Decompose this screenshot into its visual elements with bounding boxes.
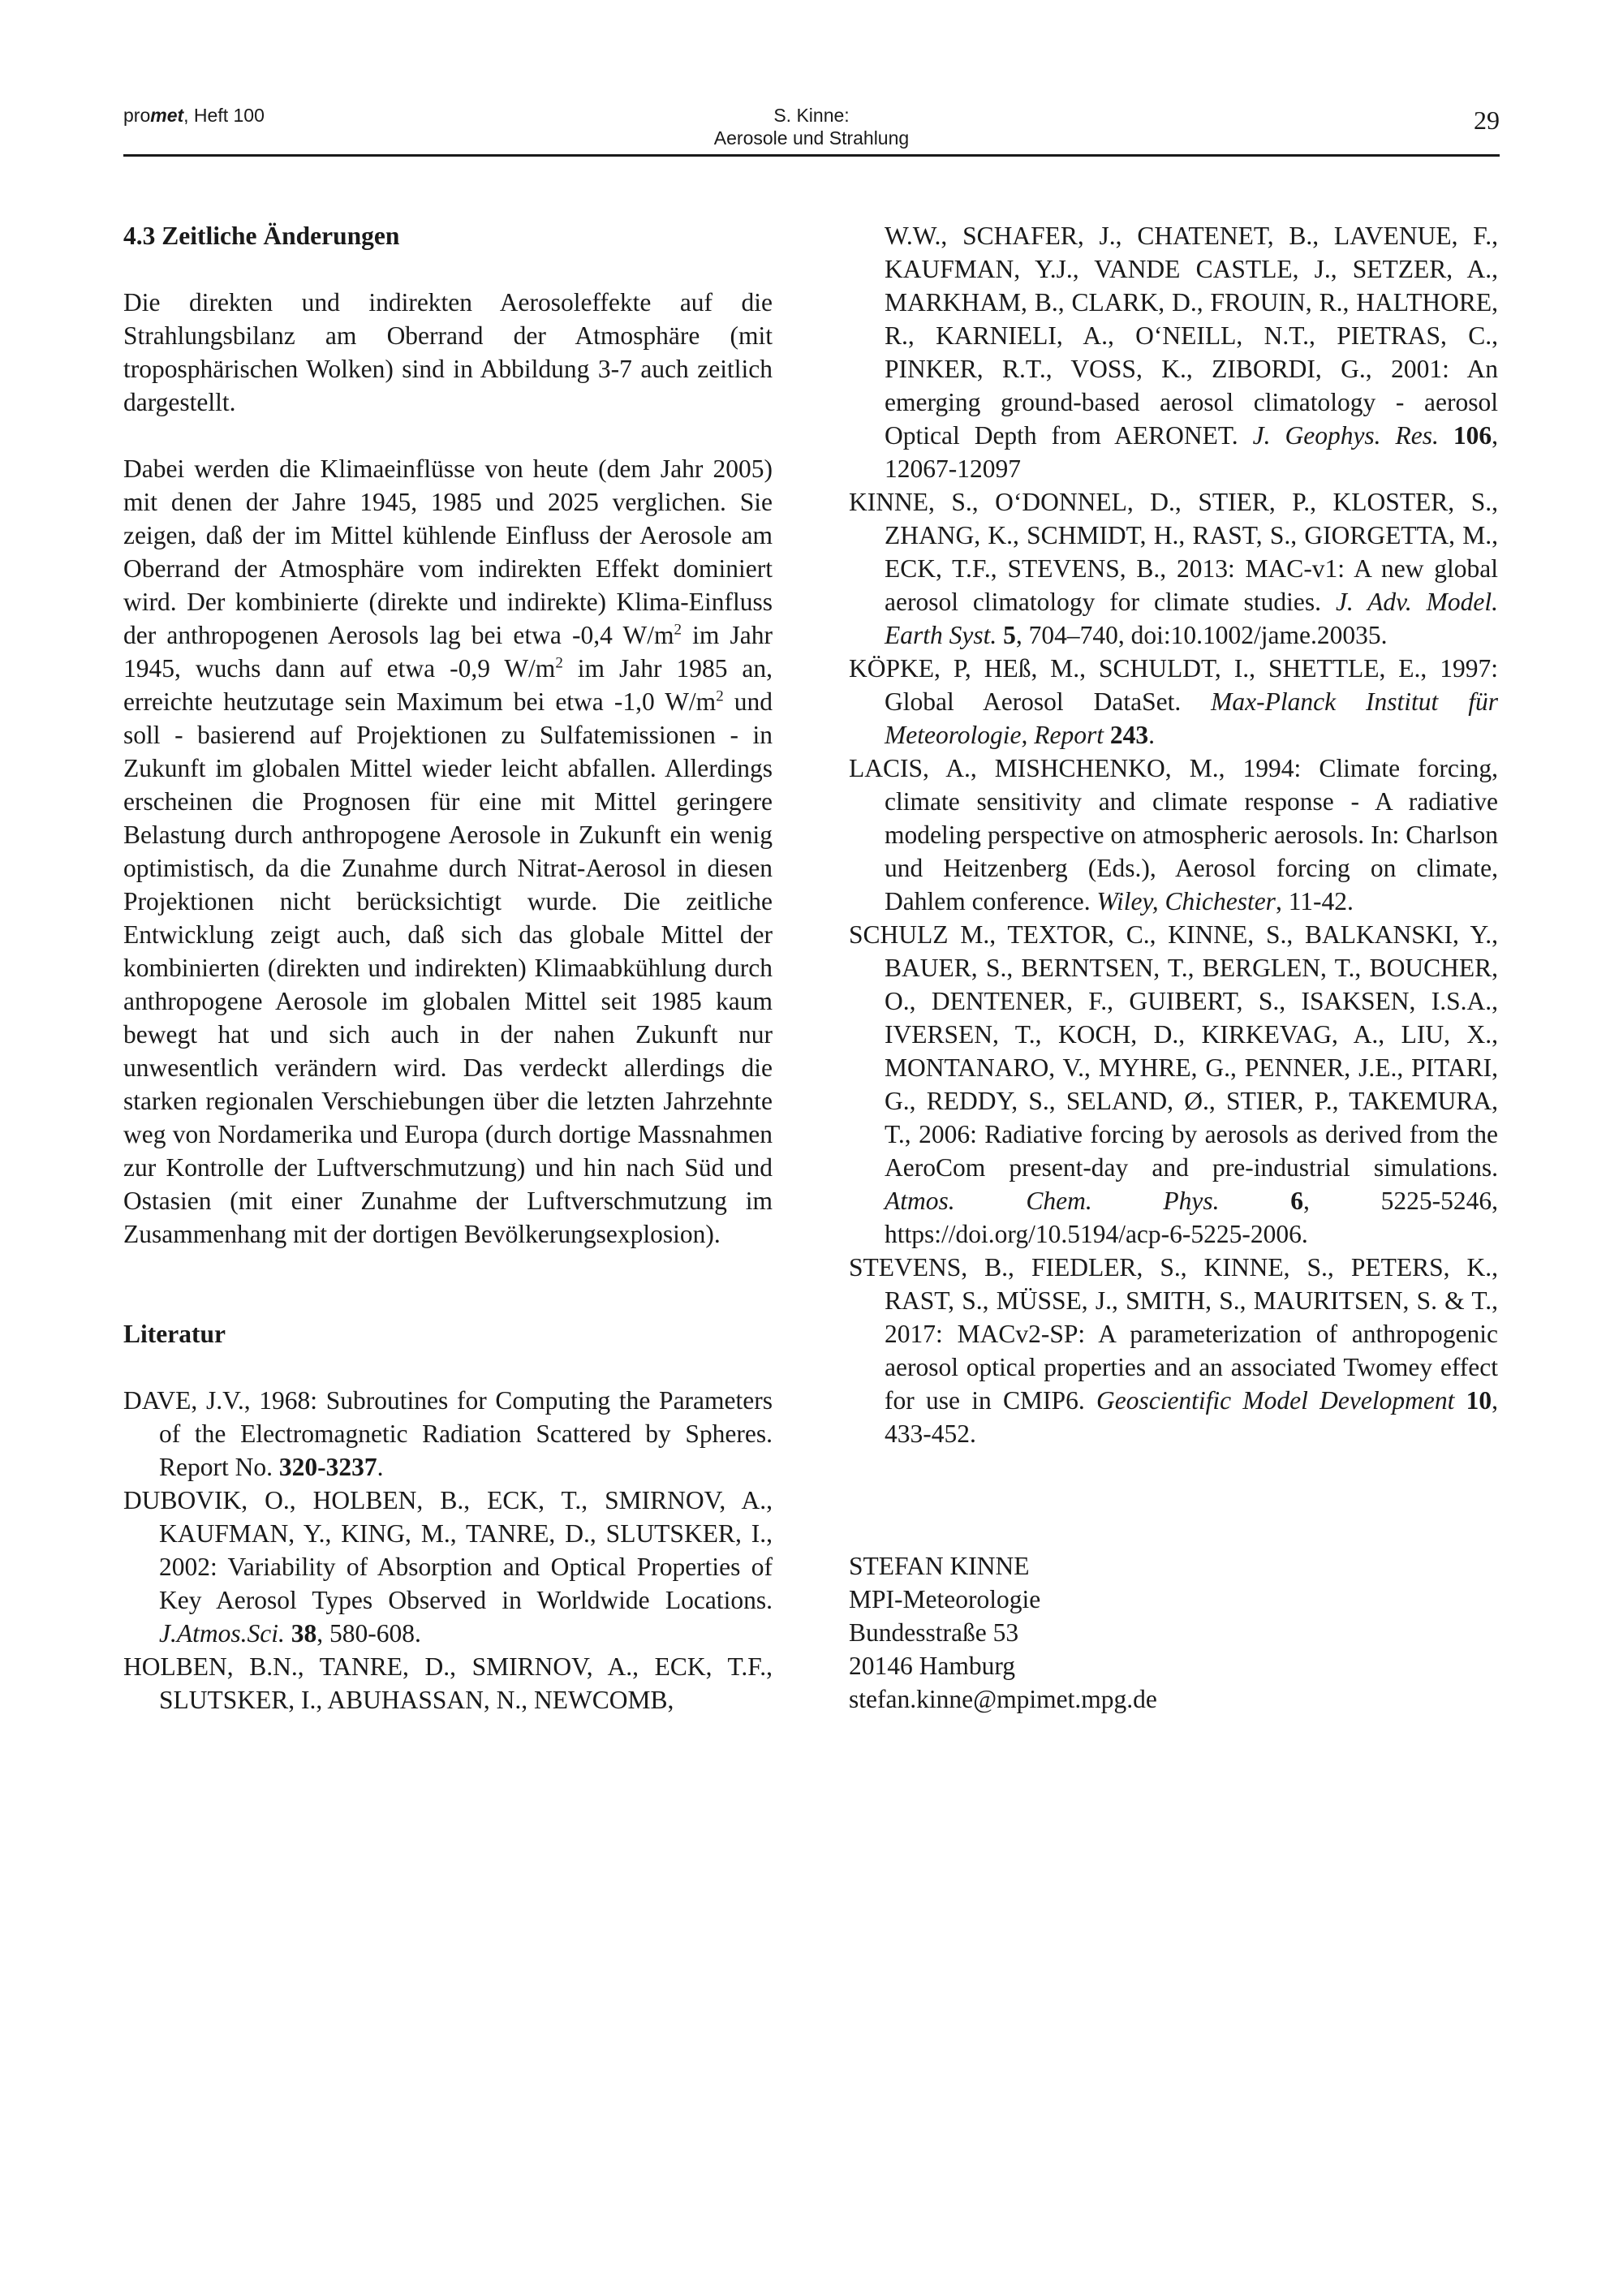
section-heading: 4.3 Zeitliche Änderungen xyxy=(123,222,400,250)
superscript: 2 xyxy=(674,621,682,639)
journal-issue: , Heft 100 xyxy=(183,105,265,126)
reference-schulz: SCHULZ M., TEXTOR, C., KINNE, S., BALKANSKI, Y., BAUER, S., BERNTSEN, T., BERGLEN, T., BOUCHER, O., DENTENER, F., GUIBERT, S., ISAKSEN, I.S.A., IVERSEN, T., KOCH, D., KIRKEVAG, A., LIU, X., MONTANARO, V., MYHRE, G., PENNER, J.E., PITARI, G., REDDY, S., SELAND, Ø., STIER, P., TAKEMURA, T., 2006: Radiative forcing by aerosols as derived from the AeroCom present-day and pre-industrial simulations. Atmos. Chem. Phys. 6, 5225-5246, https://doi.org/10.5194/acp-6-5225-2006. xyxy=(849,920,1498,1248)
paragraph-temporal-changes: Dabei werden die Klimaeinflüsse von heute (dem Jahr 2005) mit denen der Jahre 1945, 1985 und 2025 verglichen. Sie zeigen, daß der im Mittel kühlende Einfluss der Aerosole am Oberrand der Atmosphäre vom indirekten Effekt dominiert wird. Der kombinierte (direkte und indirekte) Klima-Einfluss der anthropogenen Aerosols lag bei etwa -0,4 $W/m^2$ im Jahr 1945, wuchs dann auf etwa -0,9 $W/m^2$ im Jahr 1985 an, erreichte heutzutage sein Maximum bei etwa -1,0 $W/m^2$ und soll - basierend auf Projektionen zu Sulfatemissionen - in Zukunft im globalen Mittel wieder leicht abfallen. Allerdings erscheinen die Prognosen für eine mit Mittel geringere Belastung durch anthropogene Aerosole in Zukunft ein wenig optimistisch, da die Zunahme durch Nitrat-Aerosol in diesen Projektionen nicht berücksichtigt wurde. Die zeitliche Entwicklung zeigt auch, daß sich das globale Mittel der kombinierten (direkten und indirekten) Klimaabkühlung durch anthropogene Aerosole im globalen Mittel seit 1985 kaum bewegt hat und sich auch in der nahen Zukunft nur unwesentlich verändern wird. Das verdeckt allerdings die starken regionalen Verschiebungen über die letzten Jahrzehnte weg von Nordamerika und Europa (durch dortige Massnahmen zur Kontrolle der Luftverschmutzung) und hin nach Süd und Ostasien (mit einer Zunahme der Luftverschmutzung im Zusammenhang mit der dortigen Bevölkerungsexplosion). xyxy=(123,454,773,1248)
header-article-title: Aerosole und Strahlung xyxy=(713,127,910,149)
superscript: 2 xyxy=(716,687,724,705)
reference-dave: DAVE, J.V., 1968: Subroutines for Computing the Parameters of the Electromagnetic Radiation Scattered by Spheres. Report No. 320-3237. xyxy=(123,1386,773,1481)
right-column xyxy=(849,219,1498,1716)
reference-stevens: STEVENS, B., FIEDLER, S., KINNE, S., PETERS, K., RAST, S., MÜSSE, J., SMITH, S., MAURITSEN, S. & T., 2017: MACv2-SP: A parameterization of anthropogenic aerosol optical properties and an associated Twomey effect for use in CMIP6. Geoscientific Model Development 10, 433-452. xyxy=(849,1253,1499,1448)
running-header-journal xyxy=(123,104,265,149)
reference-lacis: LACIS, A., MISHCHENKO, M., 1994: Climate forcing, climate sensitivity and climate response - A radiative modeling perspective on atmospheric aerosols. In: Charlson und Heitzenberg (Eds.), Aerosol forcing on climate, Dahlem conference. Wiley, Chichester, 11-42. xyxy=(849,754,1498,915)
literature-heading: Literatur xyxy=(123,1320,226,1348)
journal-prefix: pro xyxy=(123,105,151,126)
page-number: 29 xyxy=(1474,106,1500,135)
author-address xyxy=(849,1549,1498,1716)
header-rule xyxy=(123,154,1500,157)
header-author: S. Kinne: xyxy=(773,105,850,126)
reference-koepke: KÖPKE, P, HEß, M., SCHULDT, I., SHETTLE, E., 1997: Global Aerosol DataSet. Max-Planck Institut für Meteorologie, Report 243. xyxy=(849,654,1498,749)
reference-dubovik: DUBOVIK, O., HOLBEN, B., ECK, T., SMIRNOV, A., KAUFMAN, Y., KING, M., TANRE, D., SLUTSKER, I., 2002: Variability of Absorption and Optical Properties of Key Aerosol Types Observed in Worldwide Locations. J.Atmos.Sci. 38, 580-608. xyxy=(123,1486,773,1648)
paragraph-intro: Die direkten und indirekten Aerosoleffekte auf die Strahlungsbilanz am Oberrand der Atmosphäre (mit troposphärischen Wolken) sind in Abbildung 3-7 auch zeitlich dargestellt. xyxy=(123,288,773,416)
running-header-title xyxy=(617,104,1006,149)
journal-brand: met xyxy=(150,105,184,126)
author-city: 20146 Hamburg xyxy=(849,1652,1016,1680)
left-column xyxy=(123,219,773,1717)
superscript: 2 xyxy=(555,654,563,672)
author-institute: MPI-Meteorologie xyxy=(849,1585,1041,1613)
author-street: Bundesstraße 53 xyxy=(849,1618,1019,1647)
author-name: STEFAN KINNE xyxy=(849,1552,1030,1580)
author-email: stefan.kinne@mpimet.mpg.de xyxy=(849,1685,1157,1713)
reference-kinne: KINNE, S., O‘DONNEL, D., STIER, P., KLOSTER, S., ZHANG, K., SCHMIDT, H., RAST, S., GIORGETTA, M., ECK, T.F., STEVENS, B., 2013: MAC-v1: A new global aerosol climatology for climate studies. J. Adv. Model. Earth Syst. 5, 704–740, doi:10.1002/jame.20035. xyxy=(849,488,1498,649)
reference-holben: HOLBEN, B.N., TANRE, D., SMIRNOV, A., ECK, T.F., SLUTSKER, I., ABUHASSAN, N., NEWCOMB, xyxy=(123,1652,773,1714)
reference-holben-continued: W.W., SCHAFER, J., CHATENET, B., LAVENUE, F., KAUFMAN, Y.J., VANDE CASTLE, J., SETZER, A., MARKHAM, B., CLARK, D., FROUIN, R., HALTHORE, R., KARNIELI, A., O‘NEILL, N.T., PIETRAS, C., PINKER, R.T., VOSS, K., ZIBORDI, G., 2001: An emerging ground-based aerosol climatology - aerosol Optical Depth from AERONET. J. Geophys. Res. 106, 12067-12097 xyxy=(885,222,1498,483)
